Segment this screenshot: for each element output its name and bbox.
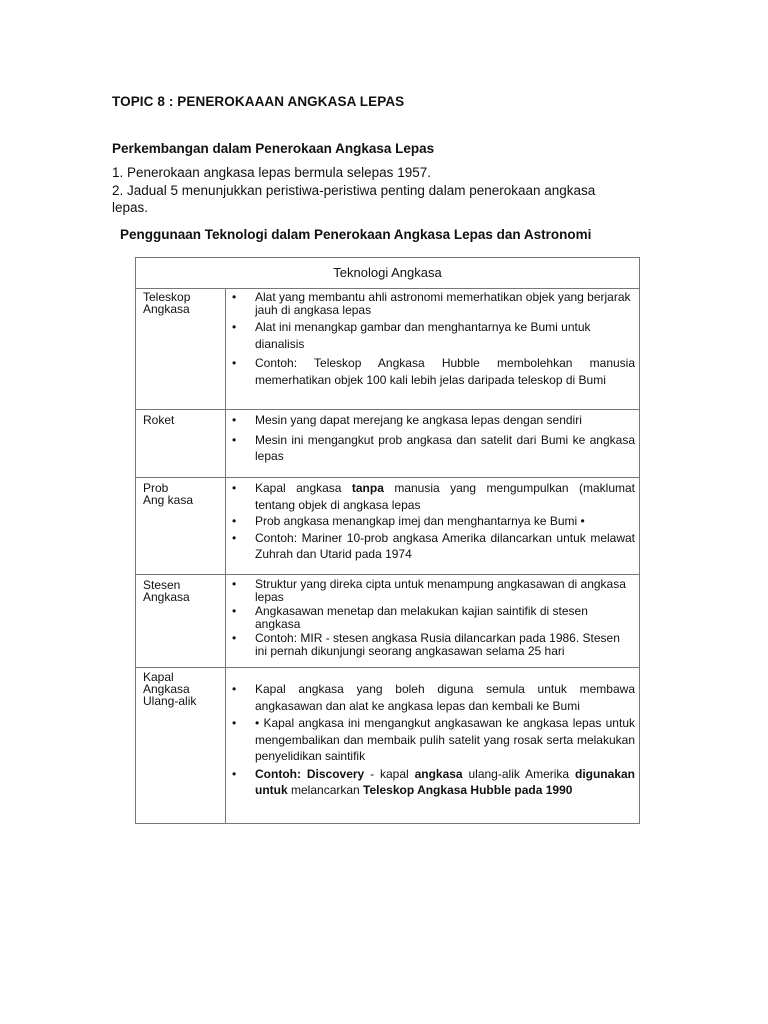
row-name — [143, 291, 223, 315]
table-header: Teknologi Angkasa — [136, 258, 639, 289]
row-point: • Alat ini menangkap gambar dan menghantarnya ke Bumi untuk dianalisis — [255, 319, 635, 352]
intro-text — [112, 164, 602, 217]
row-point: • Prob angkasa menangkap imej dan menghantarnya ke Bumi • — [255, 513, 635, 530]
row-points — [255, 578, 635, 657]
point-text: - kapal — [364, 766, 415, 781]
row-point: • • Kapal angkasa ini mengangkut angkasawan ke angkasa lepas untuk mengembalikan dan membaik pulih satelit yang rosak serta melakukan penyelidikan saintifik — [255, 715, 635, 765]
row-points — [255, 412, 635, 468]
row-points — [255, 291, 635, 388]
row-name — [143, 671, 223, 707]
intro-line-2: 2. Jadual 5 menunjukkan peristiwa-peristiwa penting dalam penerokaan angkasa lepas. — [112, 182, 596, 215]
point-text: Kapal angkasa — [255, 481, 352, 495]
row-point: • Alat yang membantu ahli astronomi memerhatikan objek yang berjarak jauh di angkasa lepas — [255, 291, 635, 316]
point-text: melancarkan — [287, 783, 364, 797]
row-point — [255, 766, 635, 799]
point-text: ulang-alik Amerika — [462, 766, 575, 781]
point-emphasis: Teleskop Angkasa Hubble pada 1990 — [363, 783, 573, 797]
table-row-teleskop — [136, 289, 639, 410]
row-name-line: Angkasa — [143, 590, 190, 604]
row-name-line: Stesen — [143, 578, 181, 592]
row-point: • Mesin yang dapat merejang ke angkasa lepas dengan sendiri — [255, 412, 635, 429]
row-name — [143, 579, 223, 603]
table-row-prob — [136, 478, 639, 575]
table-row-roket — [136, 410, 639, 478]
row-name — [143, 414, 223, 426]
row-point: • Kapal angkasa yang boleh diguna semula untuk membawa angkasawan dan alat ke angkasa lepas dan kembali ke Bumi — [255, 681, 635, 714]
row-point: • Angkasawan menetap dan melakukan kajian saintifik di stesen angkasa — [255, 605, 635, 630]
technology-table — [135, 257, 640, 824]
section-subheading: Perkembangan dalam Penerokaan Angkasa Lepas — [112, 141, 435, 156]
row-point: • Struktur yang direka cipta untuk menampung angkasawan di angkasa lepas — [255, 578, 635, 603]
row-name-line: Prob — [143, 481, 169, 495]
point-text: manusia yang mengumpulkan (maklumat tentang objek di angkasa lepas — [255, 481, 635, 512]
row-name-line: Ang kasa — [143, 493, 194, 507]
point-emphasis: angkasa — [414, 766, 463, 781]
row-name-line: Teleskop — [143, 290, 191, 304]
row-point: • Mesin ini mengangkut prob angkasa dan satelit dari Bumi ke angkasa lepas — [255, 432, 635, 465]
intro-line-1: 1. Penerokaan angkasa lepas bermula selepas 1957. — [112, 165, 431, 180]
row-points — [255, 480, 635, 563]
table-title: Penggunaan Teknologi dalam Penerokaan Angkasa Lepas dan Astronomi — [120, 227, 592, 242]
row-point: • Contoh: Mariner 10-prob angkasa Amerika dilancarkan untuk melawat Zuhrah dan Utarid pada 1974 — [255, 530, 635, 563]
row-name-line: Angkasa — [143, 302, 190, 316]
row-name-line: Angkasa — [143, 682, 190, 696]
point-emphasis: Contoh: Discovery — [255, 766, 365, 781]
point-emphasis: digunakan untuk — [255, 766, 635, 797]
table-row-kapal — [136, 668, 639, 823]
row-points — [255, 681, 635, 802]
row-name-line: Kapal — [143, 670, 174, 684]
row-point: • Contoh: MIR - stesen angkasa Rusia dilancarkan pada 1986. Stesen ini pernah dikunjungi seorang angkasawan selama 25 hari — [255, 632, 635, 657]
row-name — [143, 482, 223, 506]
table-row-stesen — [136, 575, 639, 668]
topic-heading: TOPIC 8 : PENEROKAAAN ANGKASA LEPAS — [112, 94, 405, 109]
row-name-line: Ulang-alik — [143, 694, 197, 708]
row-point — [255, 480, 635, 513]
point-emphasis: tanpa — [351, 481, 384, 495]
row-point: • Contoh: Teleskop Angkasa Hubble membolehkan manusia memerhatikan objek 100 kali lebih jelas daripada teleskop di Bumi — [255, 355, 635, 388]
row-name-line: Roket — [143, 413, 175, 427]
